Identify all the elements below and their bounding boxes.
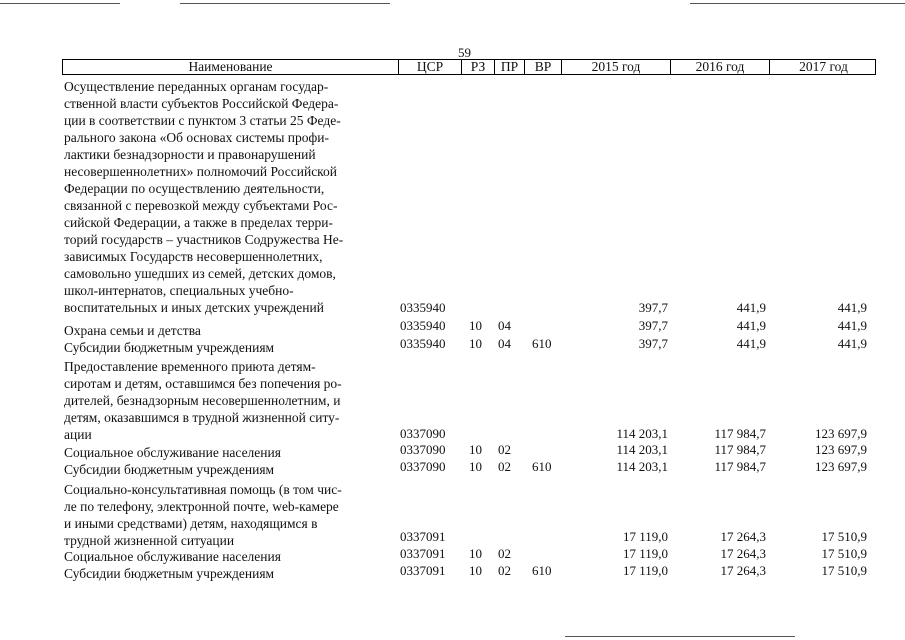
row-2017: 123 697,9 xyxy=(815,426,867,441)
row-pr: 02 xyxy=(498,442,511,457)
row-name: Осуществление переданных органам государ- ственной власти субъектов Российской Федера- ции в соответствии с пунктом 3 статьи 25 Феде- рального закона «Об основах системы профи- лактики безнадзорности и правонарушений несовершеннолетних» полномочий Российской Федерации по осуществлению деятельности, связанной с перевозкой между субъектами Рос- сийской Федерации, а также в пределах терри- торий государств – участников Содружества Не- зависимых Государств несовершеннолетних, самовольно ушедших из семей, детских домов, школ-интернатов, специальных учебно- воспитательных и иных детских учреждений xyxy=(64,79,344,315)
row-csr: 0337091 xyxy=(400,563,446,578)
row-pr: 04 xyxy=(498,318,511,333)
page-number: 59 xyxy=(458,45,471,60)
row-name: Субсидии бюджетным учреждениям xyxy=(64,340,275,355)
row-2016: 17 264,3 xyxy=(720,529,766,544)
row-rz: 10 xyxy=(469,459,482,474)
row-name: Субсидии бюджетным учреждениям xyxy=(64,462,275,477)
bottom-rule xyxy=(565,636,795,637)
header-name: Наименование xyxy=(63,60,399,74)
row-2017: 17 510,9 xyxy=(821,529,867,544)
row-2016: 117 984,7 xyxy=(714,459,766,474)
row-2016: 117 984,7 xyxy=(714,426,766,441)
row-2017: 17 510,9 xyxy=(821,546,867,561)
row-pr: 02 xyxy=(498,459,511,474)
row-2017: 441,9 xyxy=(837,318,867,333)
top-rule-right xyxy=(690,3,905,4)
row-2015: 397,7 xyxy=(638,318,668,333)
row-csr: 0335940 xyxy=(400,336,446,351)
row-rz: 10 xyxy=(469,336,482,351)
row-csr: 0335940 xyxy=(400,300,446,315)
row-name: Предоставление временного приюта детям- сиротам и детям, оставшимся без попечения ро- дителей, безнадзорным несовершеннолетним, и детям, оказавшимся в трудной жизненной ситу- ации xyxy=(64,359,342,442)
row-csr: 0337090 xyxy=(400,442,446,457)
row-2017: 17 510,9 xyxy=(821,563,867,578)
row-name: Социальное обслуживание населения xyxy=(64,445,281,460)
row-name: Охрана семьи и детства xyxy=(64,323,201,338)
row-2015: 114 203,1 xyxy=(616,442,668,457)
row-name: Субсидии бюджетным учреждениям xyxy=(64,566,275,581)
row-2015: 114 203,1 xyxy=(616,459,668,474)
row-name: Социальное обслуживание населения xyxy=(64,549,281,564)
row-2016: 117 984,7 xyxy=(714,442,766,457)
row-2015: 17 119,0 xyxy=(622,529,668,544)
header-vr: ВР xyxy=(525,60,562,74)
row-vr: 610 xyxy=(532,563,552,578)
header-csr: ЦСР xyxy=(399,60,462,74)
top-rule-mid xyxy=(180,3,390,4)
top-rule-left xyxy=(0,3,120,4)
row-rz: 10 xyxy=(469,563,482,578)
row-vr: 610 xyxy=(532,336,552,351)
row-2015: 17 119,0 xyxy=(622,563,668,578)
header-2017: 2017 год xyxy=(799,59,848,74)
row-rz: 10 xyxy=(469,546,482,561)
row-2015: 397,7 xyxy=(638,336,668,351)
row-csr: 0337090 xyxy=(400,426,446,441)
row-vr: 610 xyxy=(532,459,552,474)
row-csr: 0337090 xyxy=(400,459,446,474)
row-csr: 0337091 xyxy=(400,529,446,544)
row-2015: 17 119,0 xyxy=(622,546,668,561)
row-2016: 17 264,3 xyxy=(720,546,766,561)
row-2016: 441,9 xyxy=(736,318,766,333)
row-pr: 02 xyxy=(498,546,511,561)
header-2015: 2015 год xyxy=(562,60,671,74)
row-2015: 114 203,1 xyxy=(616,426,668,441)
row-name: Социально-консультативная помощь (в том чис- ле по телефону, электронной почте, web-камере и иными средствами) детям, находящимся в трудной жизненной ситуации xyxy=(64,482,342,548)
header-rz: РЗ xyxy=(462,60,495,74)
row-2017: 441,9 xyxy=(837,300,867,315)
row-2015: 397,7 xyxy=(638,300,668,315)
row-csr: 0337091 xyxy=(400,546,446,561)
row-2017: 441,9 xyxy=(837,336,867,351)
row-2016: 441,9 xyxy=(736,336,766,351)
row-rz: 10 xyxy=(469,442,482,457)
row-csr: 0335940 xyxy=(400,318,446,333)
row-2016: 441,9 xyxy=(736,300,766,315)
row-2017: 123 697,9 xyxy=(815,442,867,457)
row-2017: 123 697,9 xyxy=(815,459,867,474)
row-pr: 02 xyxy=(498,563,511,578)
row-rz: 10 xyxy=(469,318,482,333)
table-header xyxy=(62,59,876,75)
row-pr: 04 xyxy=(498,336,511,351)
header-2016: 2016 год xyxy=(671,60,770,74)
header-pr: ПР xyxy=(495,60,525,74)
row-2016: 17 264,3 xyxy=(720,563,766,578)
